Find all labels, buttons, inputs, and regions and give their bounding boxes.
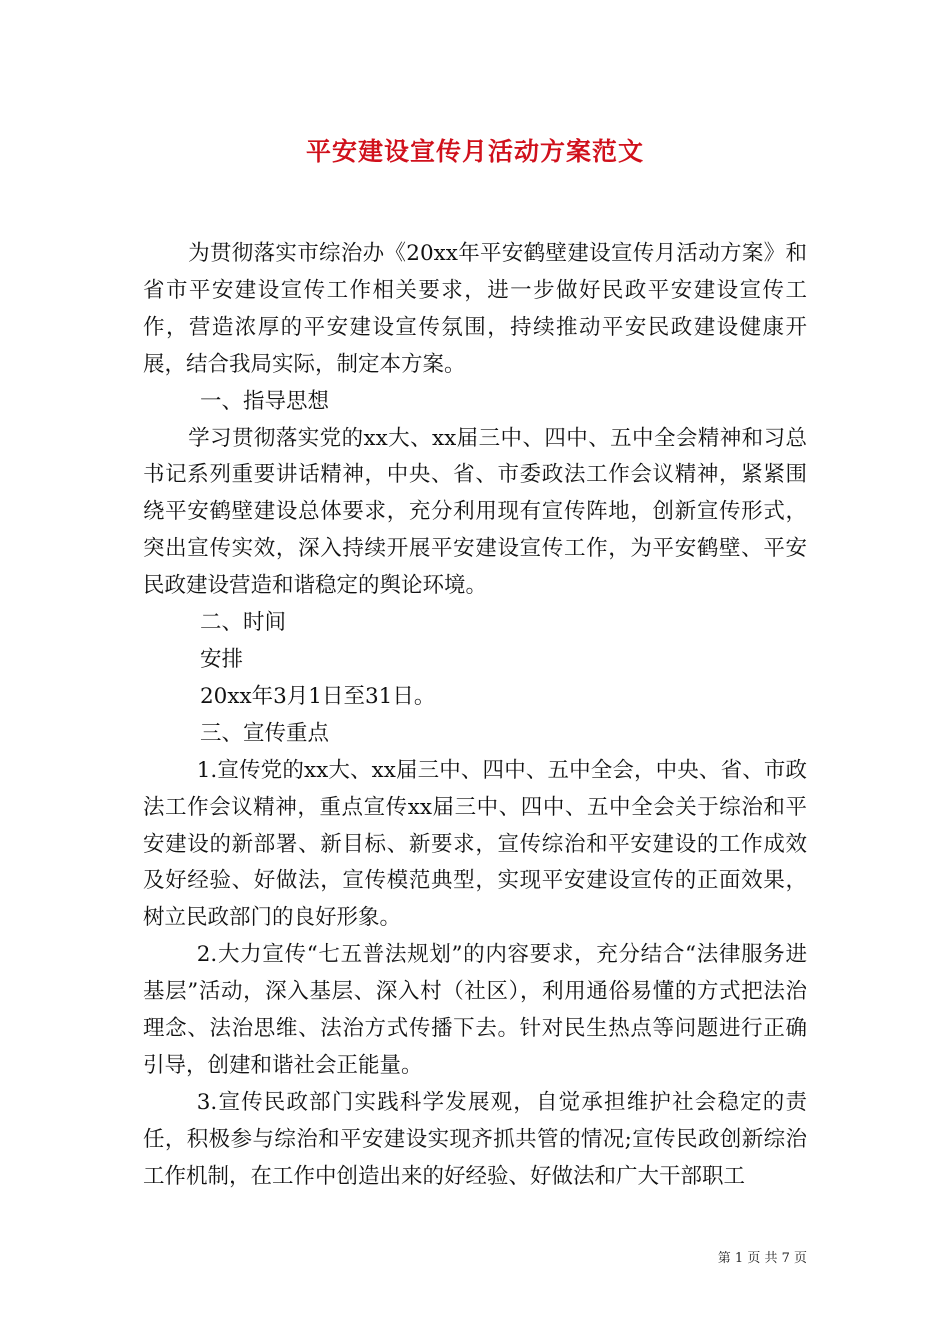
time-range: 20xx年3月1日至31日。 bbox=[200, 683, 436, 709]
time-arrangement-label: 安排 bbox=[200, 646, 244, 672]
page-number: 第 1 页 共 7 页 bbox=[717, 1251, 807, 1266]
document-title: 平安建设宣传月活动方案范文 bbox=[305, 137, 644, 166]
section-heading-focus: 三、宣传重点 bbox=[200, 720, 330, 746]
focus-item-2: 2.大力宣传“七五普法规划”的内容要求，充分结合“法律服务进基层”活动，深入基层、深入村（社区），利用通俗易懂的方式把法治理念、法治思维、法治方式传播下去。针对民生热点等问题进行正确引导，创建和谐社会正能量。 bbox=[143, 942, 807, 1078]
document-body bbox=[143, 236, 807, 1196]
intro-paragraph: 为贯彻落实市综治办《20xx年平安鹤壁建设宣传月活动方案》和省市平安建设宣传工作相关要求，进一步做好民政平安建设宣传工作，营造浓厚的平安建设宣传氛围，持续推动平安民政建设健康开展，结合我局实际，制定本方案。 bbox=[143, 241, 807, 377]
focus-item-3: 3.宣传民政部门实践科学发展观，自觉承担维护社会稳定的责任，积极参与综治和平安建设实现齐抓共管的情况;宣传民政创新综治工作机制，在工作中创造出来的好经验、好做法和广大干部职工 bbox=[143, 1089, 807, 1189]
section-heading-guiding-ideology: 一、指导思想 bbox=[200, 388, 330, 414]
focus-item-1: 1.宣传党的xx大、xx届三中、四中、五中全会，中央、省、市政法工作会议精神，重点宣传xx届三中、四中、五中全会关于综治和平安建设的新部署、新目标、新要求，宣传综治和平安建设的工作成效及好经验、好做法，宣传模范典型，实现平安建设宣传的正面效果，树立民政部门的良好形象。 bbox=[143, 757, 807, 931]
section-heading-time: 二、时间 bbox=[200, 610, 287, 636]
guiding-ideology-paragraph: 学习贯彻落实党的xx大、xx届三中、四中、五中全会精神和习总书记系列重要讲话精神，中央、省、市委政法工作会议精神，紧紧围绕平安鹤壁建设总体要求，充分利用现有宣传阵地，创新宣传形式，突出宣传实效，深入持续开展平安建设宣传工作，为平安鹤壁、平安民政建设营造和谐稳定的舆论环境。 bbox=[143, 425, 807, 599]
